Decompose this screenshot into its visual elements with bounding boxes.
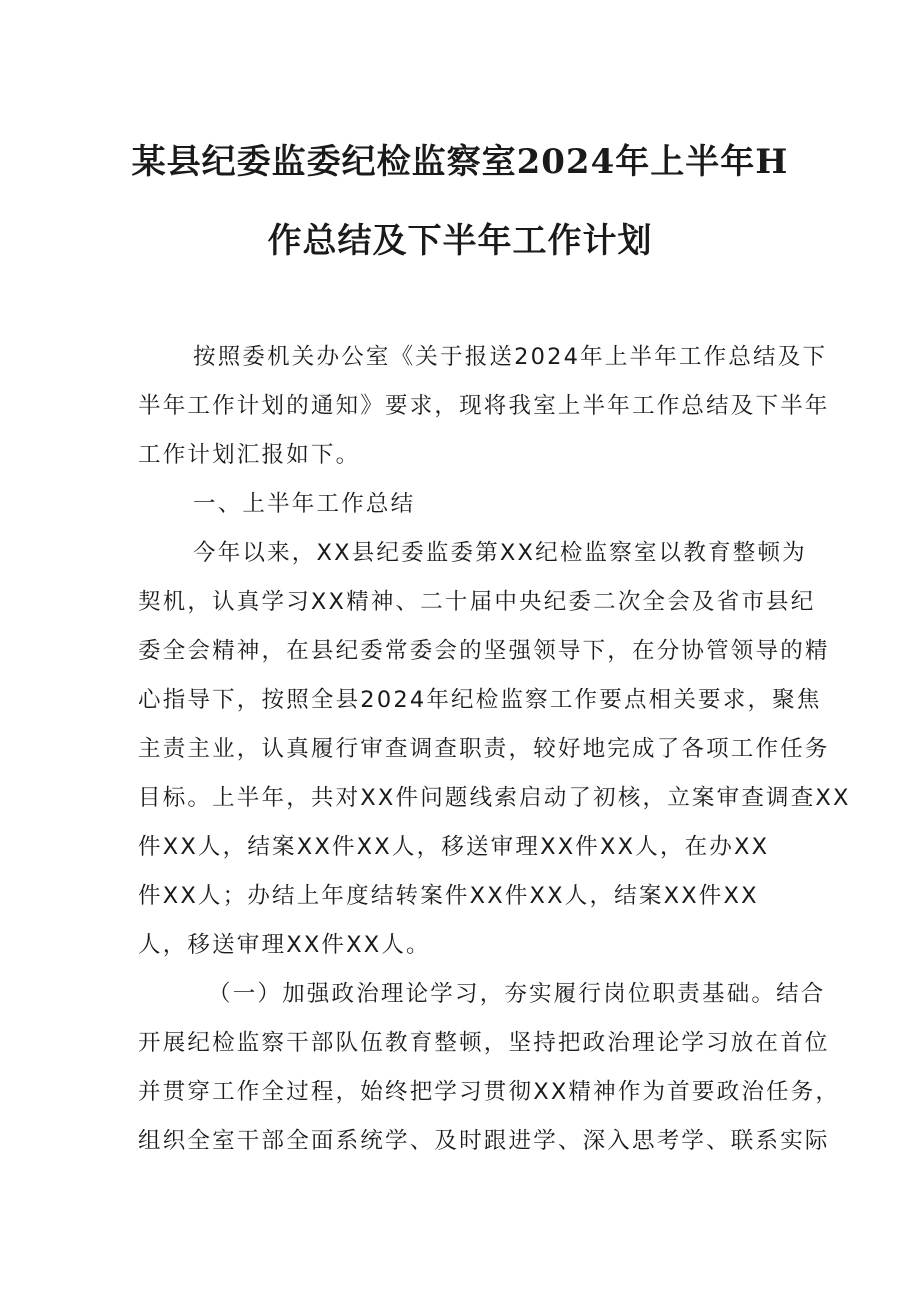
body-line: 按照委机关办公室《关于报送2024年上半年工作总结及下 — [193, 344, 828, 370]
body-line: 件XX人，结案XX件XX人，移送审理XX件XX人，在办XX — [138, 834, 770, 860]
body-line: 并贯穿工作全过程，始终把学习贯彻XX精神作为首要政治任务， — [138, 1079, 841, 1105]
body-line: 今年以来，XX县纪委监委第XX纪检监察室以教育整顿为 — [193, 540, 807, 566]
body-line: 人，移送审理XX件XX人。 — [138, 932, 431, 958]
body-line: 组织全室干部全面系统学、及时跟进学、深入思考学、联系实际 — [138, 1128, 830, 1154]
body-line: 件XX人；办结上年度结转案件XX件XX人，结案XX件XX — [138, 883, 759, 909]
body-line: 开展纪检监察干部队伍教育整顿，坚持把政治理论学习放在首位 — [138, 1030, 830, 1056]
body-line: 工作计划汇报如下。 — [138, 442, 361, 468]
subsection-line: （一）加强政治理论学习，夯实履行岗位职责基础。结合 — [208, 981, 826, 1007]
document-title-line-1: 某县纪委监委纪检监察室2024年上半年H — [131, 142, 789, 182]
body-line: 主责主业，认真履行审查调查职责，较好地完成了各项工作任务 — [138, 736, 830, 762]
body-line: 委全会精神，在县纪委常委会的坚强领导下，在分协管领导的精 — [138, 638, 830, 664]
document-title-line-2: 作总结及下半年工作计划 — [267, 221, 653, 261]
body-line: 半年工作计划的通知》要求，现将我室上半年工作总结及下半年 — [138, 393, 830, 419]
body-line: 契机，认真学习XX精神、二十届中央纪委二次全会及省市县纪 — [138, 589, 816, 615]
section-heading: 一、上半年工作总结 — [193, 491, 416, 517]
body-line: 目标。上半年，共对XX件问题线索启动了初核，立案审查调查XX — [138, 785, 851, 811]
body-line: 心指导下，按照全县2024年纪检监察工作要点相关要求，聚焦 — [138, 687, 822, 713]
